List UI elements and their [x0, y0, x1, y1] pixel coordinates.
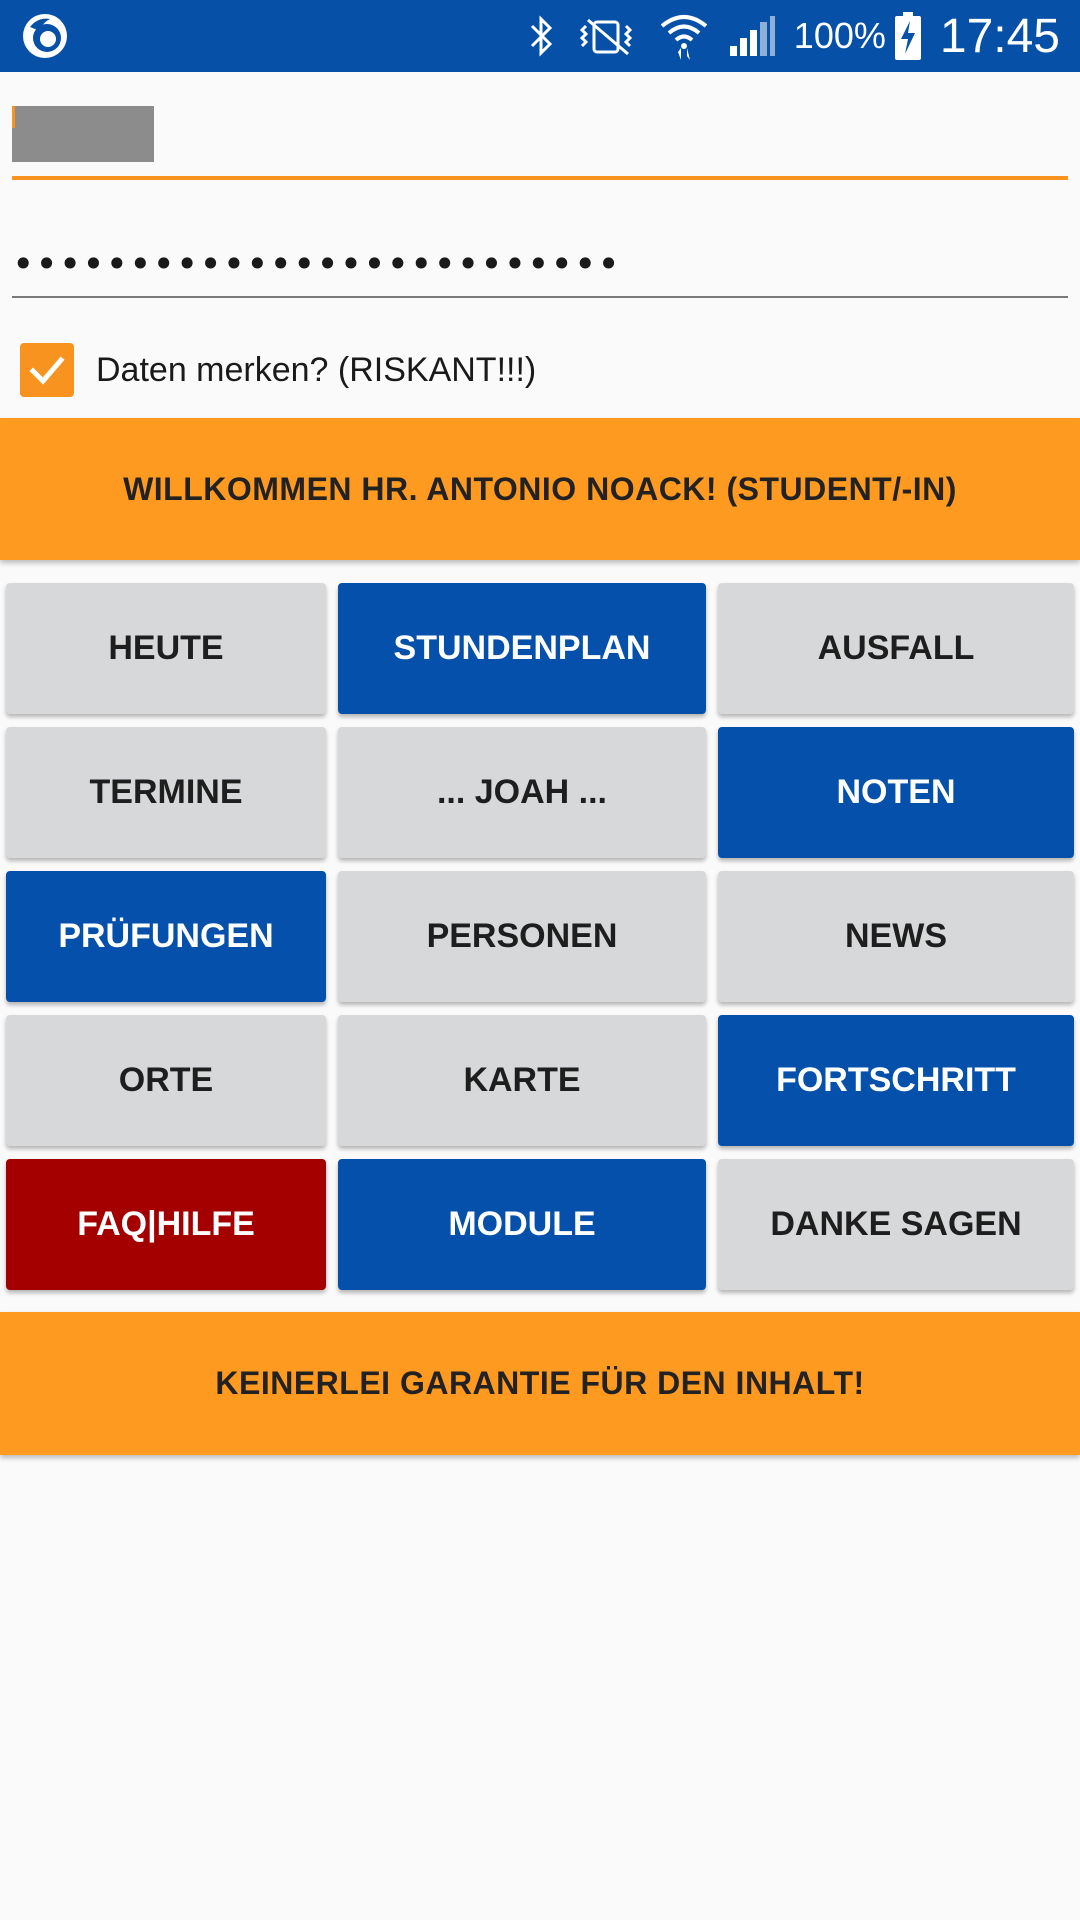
signal-icon	[728, 14, 776, 58]
menu-button-ausfall[interactable]: AUSFALL	[718, 583, 1074, 714]
menu-button-news[interactable]: NEWS	[718, 871, 1074, 1002]
welcome-text: WILLKOMMEN HR. ANTONIO NOACK! (STUDENT/-IN)	[123, 470, 957, 507]
redacted-username	[12, 106, 154, 162]
menu-button-stundenplan[interactable]: STUNDENPLAN	[338, 583, 706, 714]
menu-button-termine[interactable]: TERMINE	[6, 727, 326, 858]
menu-button-faq-hilfe[interactable]: FAQ|HILFE	[6, 1159, 326, 1290]
firefox-icon	[20, 11, 70, 61]
menu-button-pruefungen[interactable]: PRÜFUNGEN	[6, 871, 326, 1002]
menu-button-noten[interactable]: NOTEN	[718, 727, 1074, 858]
remember-checkbox[interactable]	[20, 343, 74, 397]
disclaimer-banner	[0, 1312, 1080, 1455]
bluetooth-icon	[526, 14, 556, 58]
status-icons	[508, 0, 1060, 72]
remember-label: Daten merken? (RISKANT!!!)	[96, 350, 537, 389]
menu-button-personen[interactable]: PERSONEN	[338, 871, 706, 1002]
welcome-banner	[0, 418, 1080, 560]
remember-row[interactable]	[20, 342, 536, 398]
battery-percent: 100%	[793, 15, 886, 56]
status-bar	[0, 0, 1080, 72]
menu-button-heute[interactable]: HEUTE	[6, 583, 326, 714]
username-input[interactable]	[12, 100, 1068, 180]
menu-button-karte[interactable]: KARTE	[338, 1015, 706, 1146]
clock: 17:45	[939, 9, 1060, 63]
wifi-icon	[658, 10, 710, 62]
menu-button-orte[interactable]: ORTE	[6, 1015, 326, 1146]
password-value: ••••••••••••••••••••••••••	[12, 242, 621, 286]
menu-button-fortschritt[interactable]: FORTSCHRITT	[718, 1015, 1074, 1146]
vibrate-icon	[574, 14, 640, 58]
password-input[interactable]	[12, 228, 1068, 298]
text-cursor	[12, 106, 15, 128]
menu-button-danke-sagen[interactable]: DANKE SAGEN	[718, 1159, 1074, 1290]
checkmark-icon	[27, 350, 67, 390]
disclaimer-text: KEINERLEI GARANTIE FÜR DEN INHALT!	[215, 1365, 865, 1401]
menu-button-joah[interactable]: ... JOAH ...	[338, 727, 706, 858]
menu-button-module[interactable]: MODULE	[338, 1159, 706, 1290]
battery-charging-icon	[894, 11, 922, 61]
